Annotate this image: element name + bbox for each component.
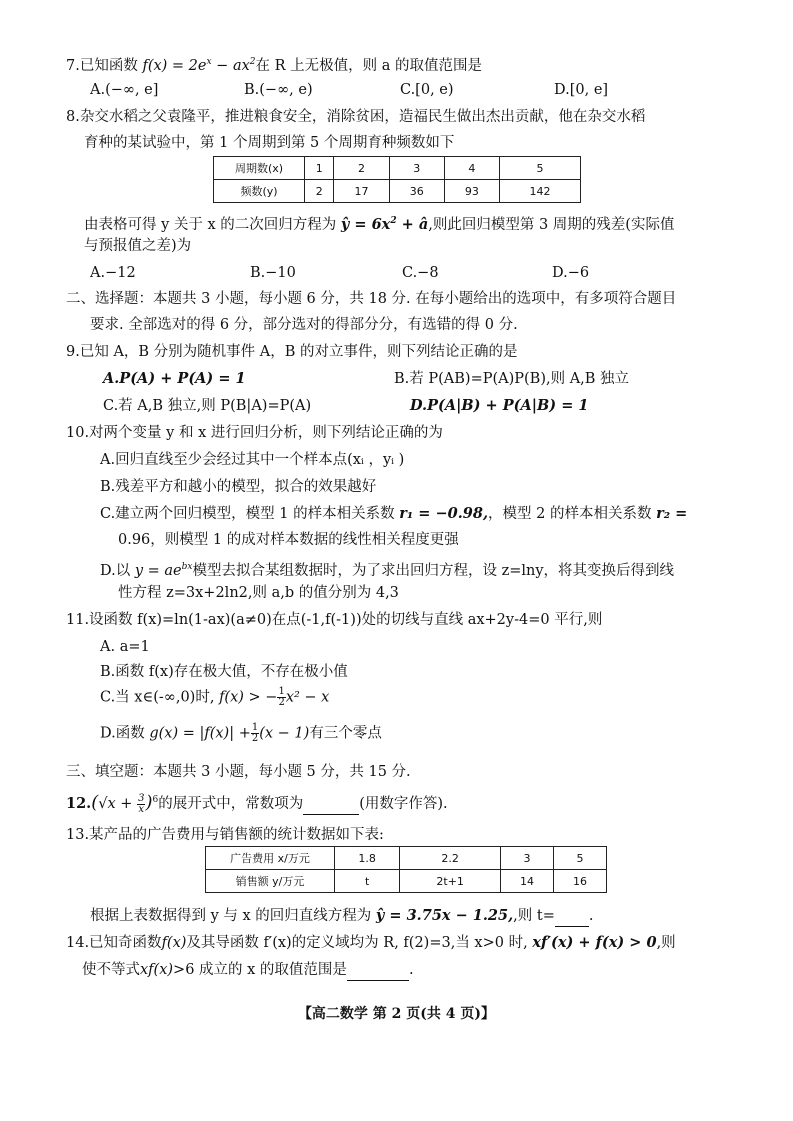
q10-option-b: B.残差平方和越小的模型，拟合的效果越好 xyxy=(100,479,377,495)
q12-line xyxy=(66,790,448,815)
q14-answer-blank[interactable] xyxy=(347,960,409,981)
page-footer: 【高二数学 第 2 页(共 4 页)】 xyxy=(297,1006,496,1022)
q12-plus: + xyxy=(115,796,138,812)
q13-line-pre: 根据上表数据得到 y 与 x 的回归直线方程为 xyxy=(90,908,376,924)
q9-option-d: D.P(A|B) + P(A|B) = 1 xyxy=(410,397,589,414)
q11-option-c xyxy=(100,687,329,708)
q14-line2 xyxy=(82,960,414,981)
q8-line4: 与预报值之差)为 xyxy=(84,238,192,254)
q7-formula-sup2: 2 xyxy=(249,57,256,67)
q10-d-formula-main: y = ae xyxy=(134,563,182,579)
table-cell: 1 xyxy=(305,157,334,180)
q8-line3-formula xyxy=(341,216,428,233)
q11-c-fraction xyxy=(277,687,285,708)
q8-row1-header: 周期数(x) xyxy=(214,157,305,180)
q9-option-c: C.若 A,B 独立,则 P(B|A)=P(A) xyxy=(103,398,312,414)
q13-row2-header: 销售额 y/万元 xyxy=(206,870,335,893)
q8-option-d: D.−6 xyxy=(552,265,590,281)
q8-line3 xyxy=(84,211,674,235)
q8-option-c: C.−8 xyxy=(402,265,439,281)
q11-c-formula: f(x) > − xyxy=(219,689,278,706)
q10-c-r2: r₂ = xyxy=(656,505,688,522)
q14-line2-end: . xyxy=(408,962,414,978)
q12-answer-blank[interactable] xyxy=(303,794,359,815)
q11-d-frac-den: 2 xyxy=(251,733,259,744)
q10-d-post: 模型去拟合某组数据时，为了求出回归方程，设 z=lny，将其变换后得到线 xyxy=(192,563,675,579)
q13-answer-blank[interactable] xyxy=(555,906,589,927)
q8-line3-pre: 由表格可得 y 关于 x 的二次回归方程为 xyxy=(84,217,341,233)
q8-line1: 8.杂交水稻之父袁隆平，推进粮食安全，消除贫困，造福民生做出杰出贡献，他在杂交水稻 xyxy=(66,109,646,125)
table-cell: 5 xyxy=(500,157,581,180)
q12-sqrt: √x xyxy=(98,796,116,812)
table-cell: 16 xyxy=(554,870,607,893)
table-cell: 17 xyxy=(334,180,389,203)
q10-c-mid: ，模型 2 的样本相关系数 xyxy=(488,506,657,522)
q11-c-post: x² − x xyxy=(285,689,330,706)
q11-option-b: B.函数 f(x)存在极大值，不存在极小值 xyxy=(100,664,348,680)
q11-c-frac-num: 1 xyxy=(278,686,285,697)
q10-option-d-line1 xyxy=(100,557,674,581)
q9-stem: 9.已知 A，B 分别为随机事件 A，B 的对立事件，则下列结论正确的是 xyxy=(66,344,518,360)
q14-line1 xyxy=(66,933,676,953)
q7-option-b: B.(−∞, e) xyxy=(244,82,313,98)
q12-power: 6 xyxy=(152,795,159,805)
q8-formula-tail: + â xyxy=(396,216,429,233)
q8-line2: 育种的某试验中，第 1 个周期到第 5 个周期育种频数如下 xyxy=(84,135,455,151)
table-cell: 2t+1 xyxy=(400,870,501,893)
q13-line xyxy=(90,906,593,927)
table-cell: 2.2 xyxy=(400,847,501,870)
section2-line2: 要求. 全部选对的得 6 分，部分选对的得部分分，有选错的得 0 分. xyxy=(90,317,518,333)
q11-d-post: 有三个零点 xyxy=(309,725,382,742)
q14-line1-mid: 及其导函数 f′(x)的定义域均为 R, f(2)=3,当 x>0 时, xyxy=(186,935,533,951)
q11-d-pre: D.函数 xyxy=(100,725,150,742)
q10-option-c-line1 xyxy=(100,504,687,524)
table-cell: 1.8 xyxy=(335,847,400,870)
q12-number: 12. xyxy=(66,795,92,812)
q10-option-a: A.回归直线至少会经过其中一个样本点(xᵢ ，yᵢ ) xyxy=(100,452,405,468)
table-cell: 3 xyxy=(389,157,444,180)
q7-formula xyxy=(142,58,255,74)
q12-tail: (用数字作答). xyxy=(359,796,448,812)
table-cell: 2 xyxy=(334,157,389,180)
q8-formula-sup: 2 xyxy=(390,216,397,226)
q12-paren-close: ) xyxy=(145,792,153,813)
q10-d-formula-sup: bx xyxy=(181,562,193,572)
q14-line2-pre: 使不等式 xyxy=(82,962,140,978)
q8-table xyxy=(213,156,581,203)
q11-d-fraction xyxy=(251,723,259,744)
q7-formula-main: f(x) = 2e xyxy=(142,58,207,74)
q10-option-c-line2: 0.96，则模型 1 的成对样本数据的线性相关程度更强 xyxy=(118,532,459,548)
q11-stem: 11.设函数 f(x)=ln(1-ax)(a≠0)在点(-1,f(-1))处的切线与直线 ax+2y-4=0 平行,则 xyxy=(66,612,603,628)
q7-formula-post: − ax xyxy=(211,58,250,74)
q11-d-frac-num: 1 xyxy=(251,722,259,733)
table-cell: 5 xyxy=(554,847,607,870)
q7-option-c: C.[0, e) xyxy=(400,82,454,98)
table-row xyxy=(214,157,581,180)
table-cell: 36 xyxy=(389,180,444,203)
q9-option-a: A.P(A) + P(A) = 1 xyxy=(103,370,246,387)
q11-c-frac-den: 2 xyxy=(278,697,285,708)
q13-line-end: . xyxy=(588,908,594,924)
q8-formula-main: ŷ = 6x xyxy=(340,216,391,233)
q12-paren-open: ( xyxy=(91,792,99,813)
q11-d-formula2: (x − 1) xyxy=(259,725,310,742)
q7-stem-pre: 7.已知函数 xyxy=(66,58,143,74)
q10-option-d-line2: 性方程 z=3x+2ln2,则 a,b 的值分别为 4,3 xyxy=(118,585,399,601)
q8-row2-header: 频数(y) xyxy=(214,180,305,203)
q13-line-post: ,则 t= xyxy=(513,908,555,924)
q12-post: 的展开式中，常数项为 xyxy=(158,796,304,812)
section3-heading: 三、填空题：本题共 3 小题，每小题 5 分，共 15 分. xyxy=(66,764,411,780)
table-cell: 4 xyxy=(444,157,499,180)
q14-line2-post: >6 成立的 x 的取值范围是 xyxy=(173,962,347,978)
q12-frac-den: x xyxy=(138,803,145,815)
table-cell: 2 xyxy=(305,180,334,203)
q10-c-pre: C.建立两个回归模型，模型 1 的样本相关系数 xyxy=(100,506,400,522)
q14-fx: f(x) xyxy=(161,935,187,951)
q14-line1-post: ,则 xyxy=(656,935,676,951)
table-cell: 3 xyxy=(501,847,554,870)
q12-frac-num: 3 xyxy=(138,792,145,804)
q11-option-d xyxy=(100,723,382,744)
q10-c-r1: r₁ = −0.98, xyxy=(399,505,488,522)
q13-table xyxy=(205,846,607,893)
q13-formula: ŷ = 3.75x − 1.25, xyxy=(375,907,514,924)
q7-option-a: A.(−∞, e] xyxy=(90,82,159,98)
q8-option-b: B.−10 xyxy=(250,265,296,281)
q10-d-formula xyxy=(135,563,193,579)
section2-line1: 二、选择题：本题共 3 小题，每小题 6 分，共 18 分. 在每小题给出的选项中，有多项符合题目 xyxy=(66,291,677,307)
table-row xyxy=(206,847,607,870)
q9-option-b: B.若 P(AB)=P(A)P(B),则 A,B 独立 xyxy=(394,371,630,387)
q7-stem xyxy=(66,52,482,76)
q13-stem: 13.某产品的广告费用与销售额的统计数据如下表: xyxy=(66,827,384,843)
q14-line1-formula: xf′(x) + f(x) > 0 xyxy=(532,934,657,951)
q7-stem-post: 在 R 上无极值，则 a 的取值范围是 xyxy=(255,58,483,74)
q10-stem: 10.对两个变量 y 和 x 进行回归分析，则下列结论正确的为 xyxy=(66,425,443,441)
table-row xyxy=(214,180,581,203)
q14-line1-pre: 14.已知奇函数 xyxy=(66,935,162,951)
q13-row1-header: 广告费用 x/万元 xyxy=(206,847,335,870)
q10-d-pre: D.以 xyxy=(100,563,135,579)
table-cell: t xyxy=(335,870,400,893)
q8-option-a: A.−12 xyxy=(90,265,136,281)
q14-line2-formula: xf(x) xyxy=(140,962,174,978)
q11-d-formula: g(x) = |f(x)| + xyxy=(149,725,251,742)
table-cell: 93 xyxy=(444,180,499,203)
table-cell: 142 xyxy=(500,180,581,203)
table-cell: 14 xyxy=(501,870,554,893)
q7-formula-sup: x xyxy=(206,57,212,67)
q7-option-d: D.[0, e] xyxy=(554,82,609,98)
table-row xyxy=(206,870,607,893)
q8-line3-post: ,则此回归模型第 3 周期的残差(实际值 xyxy=(428,217,675,233)
q11-c-pre: C.当 x∈(-∞,0)时, xyxy=(100,689,220,706)
q11-option-a: A. a=1 xyxy=(100,639,150,655)
